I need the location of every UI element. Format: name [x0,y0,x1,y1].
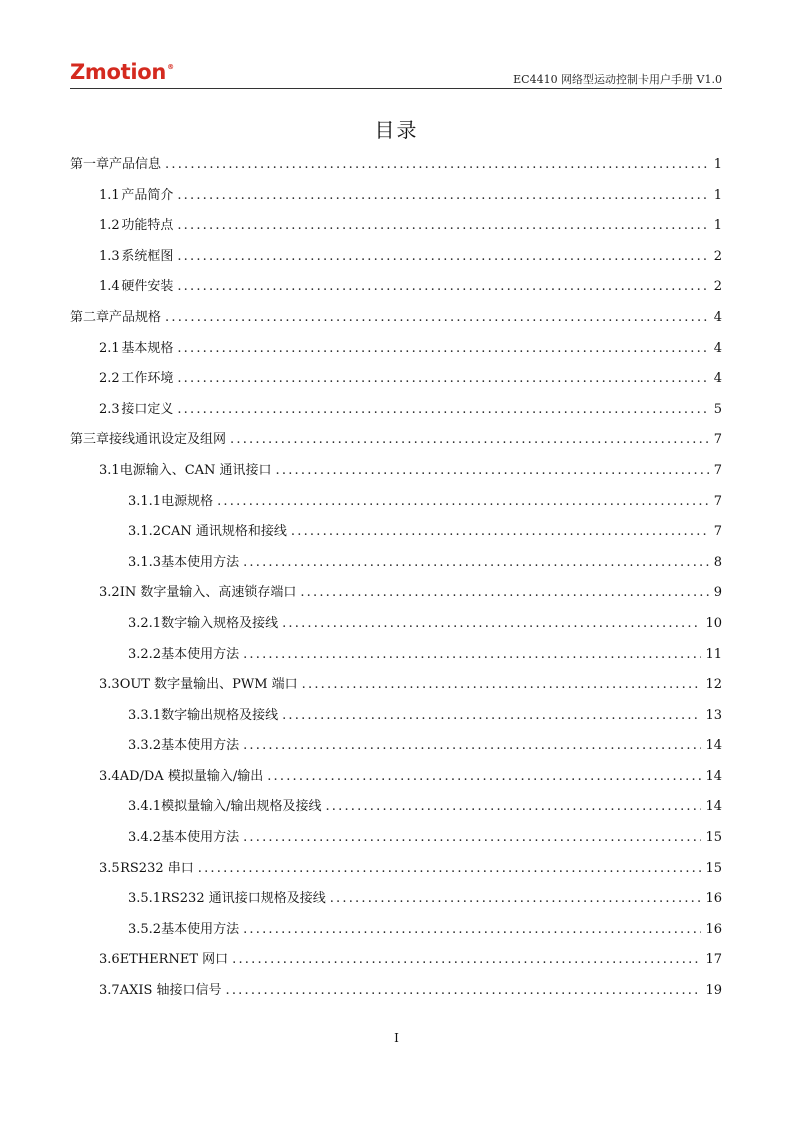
toc-entry[interactable] [70,640,722,671]
toc-entry-number: 3.5.2 [128,921,162,937]
toc-entry-page: 2 [713,279,722,295]
registered-mark: ® [167,63,174,71]
toc-entry-page: 19 [705,983,722,999]
toc-entry[interactable] [70,456,722,487]
toc-entry[interactable] [70,670,722,701]
toc-entry-number: 3.5 [99,860,120,876]
toc-entry-title[interactable]: 数字输入规格及接线 [161,615,279,631]
toc-entry[interactable] [70,976,722,1007]
toc-dot-leader [243,548,710,579]
toc-dot-leader [177,211,709,242]
toc-entry-number: 3.4.1 [128,799,162,815]
toc-entry-page: 15 [705,830,722,846]
toc-dot-leader [226,976,702,1007]
toc-entry[interactable] [70,578,722,609]
toc-entry-title[interactable]: 接口定义 [121,401,174,417]
toc-entry-title[interactable]: 接线通讯设定及组网 [109,432,227,448]
toc-dot-leader [177,181,709,212]
toc-entry-title[interactable]: 工作环境 [121,371,174,387]
toc-entry-number: 3.3.1 [128,707,162,723]
toc-entry-page: 1 [713,157,722,172]
toc-entry-page: 7 [713,493,722,509]
toc-dot-leader [291,517,710,548]
toc-dot-leader [276,456,710,487]
toc-entry-title[interactable]: 电源规格 [161,493,214,509]
toc-entry-page: 4 [713,309,722,325]
toc-entry-number: 1.1 [99,187,120,203]
toc-entry[interactable] [70,609,722,640]
toc-entry-page: 14 [705,768,722,784]
toc-entry-number: 1.2 [99,218,120,234]
toc-dot-leader [282,701,701,732]
toc-entry-number: 3.4 [99,768,120,784]
document-title: EC4410 网络型运动控制卡用户手册 V1.0 [513,73,722,86]
toc-entry-page: 11 [705,646,722,662]
toc-entry-page: 14 [705,738,722,754]
toc-entry-title[interactable]: 基本使用方法 [161,646,240,662]
toc-entry[interactable] [70,181,722,212]
toc-entry[interactable] [70,548,722,579]
toc-entry[interactable] [70,762,722,793]
toc-dot-leader [177,334,709,365]
toc-entry-number: 3.7 [99,983,120,999]
toc-entry[interactable] [70,150,722,181]
header-divider [70,88,722,89]
toc-dot-leader [198,854,702,885]
toc-entry[interactable] [70,854,722,885]
toc-entry[interactable] [70,731,722,762]
toc-entry-page: 7 [713,462,722,478]
toc-entry-page: 4 [713,371,722,387]
toc-entry-page: 1 [713,218,722,234]
toc-entry[interactable] [70,792,722,823]
toc-entry-number: 3.4.2 [128,830,162,846]
toc-entry[interactable] [70,242,722,273]
toc-dot-leader [217,487,710,518]
toc-entry-number: 3.1.2 [128,524,162,540]
toc-dot-leader [230,425,710,456]
toc-dot-leader [177,364,709,395]
toc-entry-page: 10 [705,615,722,631]
toc-entry-number: 2.2 [99,371,120,387]
toc-entry-title[interactable]: IN 数字量输入、高速锁存端口 [119,585,297,601]
toc-dot-leader [243,915,701,946]
toc-entry-title[interactable]: 产品简介 [121,187,174,203]
toc-entry-number: 1.4 [99,279,120,295]
footer-page-number: I [394,1031,399,1045]
toc-entry-page: 5 [713,401,722,417]
toc-dot-leader [302,670,702,701]
toc-dot-leader [282,609,701,640]
toc-entry-page: 12 [705,677,722,693]
toc-entry-number: 3.6 [99,952,120,968]
toc-dot-leader [243,823,701,854]
toc-entry-page: 7 [713,524,722,540]
toc-dot-leader [267,762,701,793]
toc-entry-number: 第三章 [70,432,110,448]
toc-dot-leader [330,884,702,915]
toc-entry-number: 2.3 [99,401,120,417]
toc-entry[interactable] [70,884,722,915]
toc-entry-number: 第二章 [70,309,110,325]
toc-entry[interactable] [70,915,722,946]
toc-dot-leader [243,731,701,762]
toc-entry-page: 9 [713,585,722,601]
toc-dot-leader [300,578,709,609]
toc-entry-title[interactable]: 产品信息 [109,157,162,172]
toc-entry[interactable] [70,303,722,334]
toc-entry[interactable] [70,272,722,303]
toc-dot-leader [177,242,709,273]
toc-entry-title[interactable]: 基本使用方法 [161,921,240,937]
toc-entry-number: 3.2 [99,585,120,601]
toc-dot-leader [232,945,701,976]
toc-entry-title[interactable]: 功能特点 [121,218,174,234]
toc-entry-title[interactable]: 硬件安装 [121,279,174,295]
toc-entry[interactable] [70,364,722,395]
toc-entry[interactable] [70,211,722,242]
toc-entry-page: 4 [713,340,722,356]
toc-entry-title[interactable]: 基本使用方法 [161,554,240,570]
toc-entry-number: 3.1 [99,462,120,478]
toc-entry[interactable] [70,945,722,976]
toc-entry-number: 2.1 [99,340,120,356]
toc-entry-page: 13 [705,707,722,723]
toc-entry-page: 15 [705,860,722,876]
toc-entry-number: 3.2.1 [128,615,162,631]
toc-entry-title[interactable]: 电源输入、CAN 通讯接口 [119,462,272,478]
toc-entry-page: 16 [705,921,722,937]
toc-entry-number: 3.3 [99,677,120,693]
toc-entry-page: 14 [705,799,722,815]
toc-entry-title[interactable]: 基本使用方法 [161,830,240,846]
toc-entry-title[interactable]: 模拟量输入/输出规格及接线 [161,799,322,815]
toc-dot-leader [165,150,710,181]
toc-entry-title[interactable]: 产品规格 [109,309,162,325]
toc-entry-title[interactable]: CAN 通讯规格和接线 [161,524,287,540]
toc-entry-title[interactable]: 数字输出规格及接线 [161,707,279,723]
toc-entry-number: 第一章 [70,157,110,172]
toc-entry[interactable] [70,395,722,426]
toc-entry-page: 1 [713,187,722,203]
toc-entry[interactable] [70,517,722,548]
toc-entry-title[interactable]: 基本规格 [121,340,174,356]
toc-entry-number: 3.2.2 [128,646,162,662]
toc-entry-title[interactable]: OUT 数字量输出、PWM 端口 [119,677,298,693]
toc-entry[interactable] [70,334,722,365]
toc-entry[interactable] [70,823,722,854]
toc-entry-title[interactable]: 系统框图 [121,248,174,264]
toc-entry-title[interactable]: 基本使用方法 [161,738,240,754]
toc-entry-title[interactable]: RS232 通讯接口规格及接线 [161,891,326,907]
toc-entry-number: 1.3 [99,248,120,264]
toc-entry-page: 17 [705,952,722,968]
toc-entry-page: 16 [705,891,722,907]
toc-entry-title[interactable]: ETHERNET 网口 [119,952,229,968]
toc-entry-page: 8 [713,554,722,570]
toc-dot-leader [177,395,709,426]
toc-dot-leader [177,272,709,303]
toc-entry-title[interactable]: AXIS 轴接口信号 [119,983,222,999]
toc-dot-leader [165,303,710,334]
toc-entry[interactable] [70,487,722,518]
toc-entry[interactable] [70,701,722,732]
toc-entry-number: 3.3.2 [128,738,162,754]
toc-heading: 目录 [374,118,419,142]
toc-entry-page: 7 [713,432,722,448]
toc-entry-title[interactable]: AD/DA 模拟量输入/输出 [119,768,264,784]
toc-entry-number: 3.1.3 [128,554,162,570]
toc-entry[interactable] [70,425,722,456]
toc-dot-leader [325,792,701,823]
toc-entry-number: 3.1.1 [128,493,162,509]
table-of-contents [70,150,722,1007]
logo-text: Zmotion [70,60,167,84]
toc-entry-number: 3.5.1 [128,891,162,907]
toc-entry-page: 2 [713,248,722,264]
toc-dot-leader [243,640,701,671]
toc-entry-title[interactable]: RS232 串口 [120,860,194,876]
zmotion-logo [70,60,174,84]
